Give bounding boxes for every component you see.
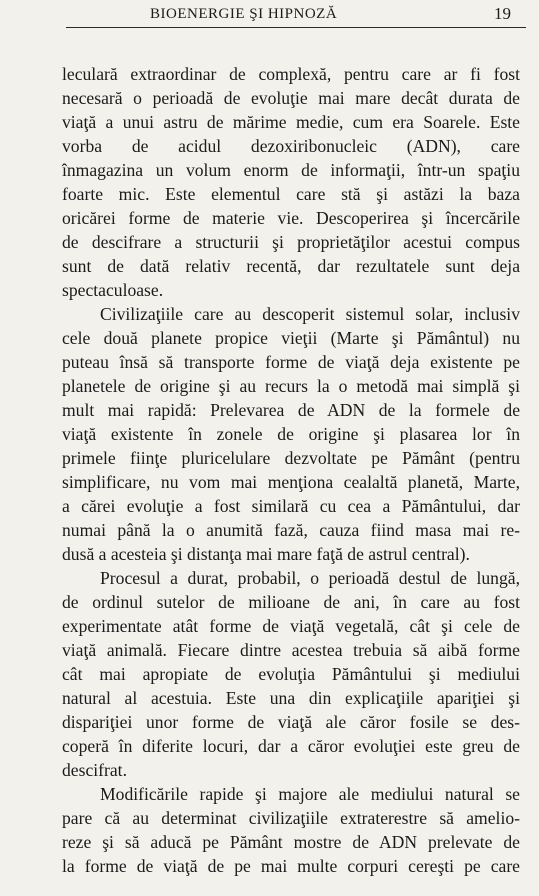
page-header	[0, 0, 539, 40]
text-line: coperă în diferite locuri, dar a căror evoluţiei este greu de	[62, 736, 520, 756]
text-line: pare că au determinat civilizaţiile extraterestre să amelio-	[62, 808, 520, 828]
text-line: necesară o perioadă de evoluţie mai mare decât durata de	[62, 88, 520, 108]
paragraph-first-line: Modificările rapide şi majore ale mediului natural se	[100, 784, 520, 804]
text-line: viaţă animală. Fiecare dintre acestea trebuia să aibă forme	[62, 640, 520, 660]
header-rule	[66, 27, 526, 28]
text-line: puteau însă să transporte forme de viaţă deja existente pe	[62, 352, 520, 372]
text-line: a cărei evoluţie a fost similară cu cea a Pământului, dar	[62, 496, 520, 516]
text-line: spectaculoase.	[62, 280, 164, 300]
text-line: cât mai apropiate de evoluţia Pământului şi mediului	[62, 664, 520, 684]
paragraph-first-line: Procesul a durat, probabil, o perioadă destul de lungă,	[100, 568, 520, 588]
text-line: leculară extraordinar de complexă, pentru care ar fi fost	[62, 64, 520, 84]
text-line: de ordinul sutelor de milioane de ani, în care au fost	[62, 592, 520, 612]
page-number: 19	[494, 4, 511, 23]
text-line: descifrat.	[62, 760, 127, 780]
text-line: viaţă existente în zonele de origine şi plasarea lor în	[62, 424, 520, 444]
text-line: de descifrare a structurii şi proprietăţilor acestui compus	[62, 232, 520, 252]
text-line: la forme de viaţă de pe mai multe corpuri cereşti pe care	[62, 856, 520, 876]
text-line: foarte mic. Este elementul care stă şi astăzi la baza	[62, 184, 520, 204]
text-line: viaţă a unui astru de mărime medie, cum era Soarele. Este	[62, 112, 520, 132]
text-line: cele două planete propice vieţii (Marte şi Pământul) nu	[62, 328, 520, 348]
text-line: sunt de dată relativ recentă, dar rezultatele sunt deja	[62, 256, 520, 276]
text-line: dusă a acesteia şi distanţa mai mare faţă de astrul central).	[62, 544, 470, 564]
paragraph-first-line: Civilizaţiile care au descoperit sistemul solar, inclusiv	[100, 304, 520, 324]
text-line: primele fiinţe pluricelulare dezvoltate pe Pământ (pentru	[62, 448, 520, 468]
text-line: planetele de origine şi au recurs la o metodă mai simplă şi	[62, 376, 520, 396]
text-line: vorba de acidul dezoxiribonucleic (ADN), care	[62, 136, 520, 156]
text-line: înmagazina un volum enorm de informaţii, într-un spaţiu	[62, 160, 520, 180]
text-line: numai până la o anumită fază, cauza fiind masa mai re-	[62, 520, 520, 540]
text-line: experimentate atât forme de viaţă vegetală, cât şi cele de	[62, 616, 520, 636]
text-line: dispariţiei unor forme de viaţă ale căror fosile se des-	[62, 712, 520, 732]
text-line: natural al acestuia. Este una din explicaţiile apariţiei şi	[62, 688, 520, 708]
text-line: simplificare, nu vom mai menţiona cealaltă planetă, Marte,	[62, 472, 520, 492]
running-title: BIOENERGIE ŞI HIPNOZĂ	[150, 6, 338, 22]
text-line: reze şi să aducă pe Pământ mostre de ADN prelevate de	[62, 832, 520, 852]
text-line: oricărei forme de materie vie. Descoperirea şi încercările	[62, 208, 520, 228]
text-line: mult mai rapidă: Prelevarea de ADN de la formele de	[62, 400, 520, 420]
